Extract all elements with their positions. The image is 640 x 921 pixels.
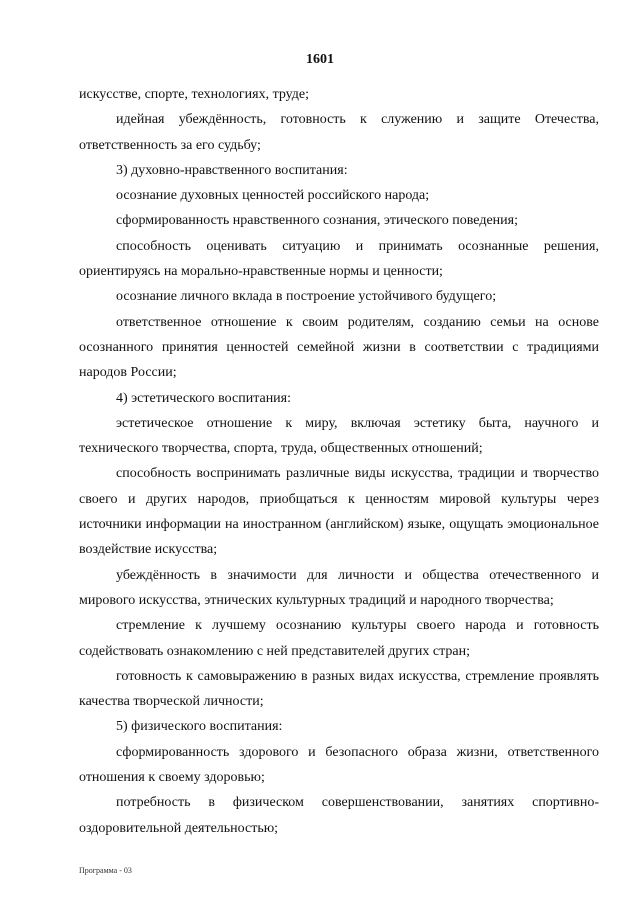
section-heading-spiritual: 3) духовно-нравственного воспитания: [116, 162, 348, 178]
paragraph: способность воспринимать различные виды искусства, традиции и творчество своего и других народов, приобщаться к ценностям мировой культуры через источники информации на иностранном (английском) языке, ощущать эмоциональное воздействие искусства; [79, 466, 599, 558]
paragraph: способность оценивать ситуацию и принимать осознанные решения, ориентируясь на морально-нравственные нормы и ценности; [79, 238, 599, 280]
paragraph: осознание личного вклада в построение устойчивого будущего; [116, 289, 497, 305]
section-heading-physical: 5) физического воспитания: [116, 719, 283, 735]
paragraph: готовность к самовыражению в разных видах искусства, стремление проявлять качества творческой личности; [79, 668, 599, 710]
paragraph: убеждённость в значимости для личности и общества отечественного и мирового искусства, этнических культурных традиций и народного творчества; [79, 567, 599, 608]
paragraph: осознание духовных ценностей российского народа; [116, 188, 430, 204]
paragraph: сформированность нравственного сознания, этического поведения; [116, 213, 518, 229]
paragraph: стремление к лучшему осознанию культуры своего народа и готовность содействовать ознакомлению с ней представителей других стран; [79, 618, 599, 659]
paragraph-continuation: искусстве, спорте, технологиях, труде; [79, 87, 310, 102]
paragraph: сформированность здорового и безопасного образа жизни, ответственного отношения к своему здоровью; [79, 744, 599, 786]
paragraph: эстетическое отношение к миру, включая эстетику быта, научного и технического творчества, спорта, труда, общественных отношений; [79, 415, 599, 457]
section-heading-aesthetic: 4) эстетического воспитания: [116, 390, 292, 406]
page-number: 1601 [306, 52, 334, 67]
page-footer: Программа - 03 [79, 866, 132, 875]
paragraph: идейная убеждённость, готовность к служению и защите Отечества, ответственность за его судьбу; [79, 112, 599, 153]
document-body [79, 82, 599, 841]
paragraph: ответственное отношение к своим родителям, созданию семьи на основе осознанного принятия ценностей семейной жизни в соответствии с традициями народов России; [79, 314, 599, 381]
paragraph: потребность в физическом совершенствовании, занятиях спортивно-оздоровительной деятельностью; [79, 795, 599, 836]
